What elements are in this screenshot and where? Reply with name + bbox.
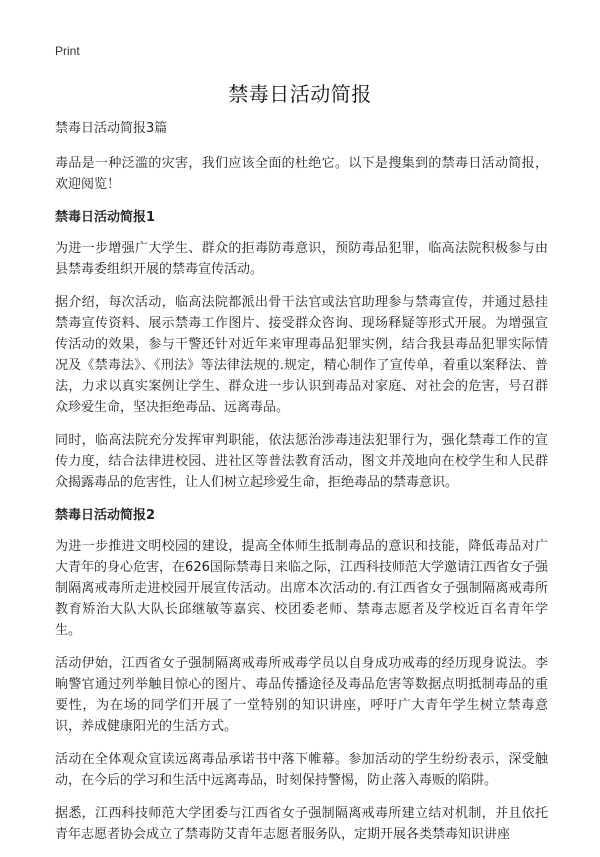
section-1 [55, 207, 548, 493]
intro-paragraph: 毒品是一种泛滥的灾害，我们应该全面的杜绝它。以下是搜集到的禁毒日活动简报，欢迎阅览！ [55, 156, 548, 192]
section-paragraph: 同时，临高法院充分发挥审判职能，依法惩治涉毒违法犯罪行为，强化禁毒工作的宣传力度，结合法律进校园、进社区等普法教育活动，图文并茂地向在校学生和人民群众揭露毒品的危害性，让人们树立起珍爱生命，拒绝毒品的禁毒意识。 [55, 433, 548, 490]
section-2 [55, 505, 548, 845]
document-body [55, 118, 548, 857]
section-heading: 禁毒日活动简报1 [55, 210, 156, 225]
print-link[interactable]: Print [55, 44, 80, 58]
section-paragraph: 据介绍，每次活动，临高法院都派出骨干法官或法官助理参与禁毒宣传，并通过悬挂禁毒宣传资料、展示禁毒工作图片、接受群众咨询、现场释疑等形式开展。为增强宣传活动的效果，参与干警还针对近年来审理毒品犯罪实例，结合我县毒品犯罪实际情况及《禁毒法》、《刑法》等法律法规的.规定，精心制作了宣传单，着重以案释法、普法，力求以真实案例让学生、群众进一步认识到毒品对家庭、对社会的危害，号召群众珍爱生命，坚决拒绝毒品、远离毒品。 [55, 295, 548, 415]
document-title: 禁毒日活动简报 [228, 82, 372, 106]
document-subtitle: 禁毒日活动简报3篇 [55, 121, 168, 136]
section-heading: 禁毒日活动简报2 [55, 508, 156, 523]
section-paragraph: 为进一步推进文明校园的建设，提高全体师生抵制毒品的意识和技能，降低毒品对广大青年的身心危害，在626国际禁毒日来临之际，江西科技师范大学邀请江西省女子强制隔离戒毒所走进校园开展宣传活动。出席本次活动的.有江西省女子强制隔离戒毒所教育矫治大队大队长邱继敏等嘉宾、校团委老师、禁毒志愿者及学校近百名青年学生。 [55, 539, 548, 638]
section-paragraph: 据悉，江西科技师范大学团委与江西省女子强制隔离戒毒所建立结对机制，并且依托青年志愿者协会成立了禁毒防艾青年志愿者服务队，定期开展各类禁毒知识讲座 [55, 806, 548, 842]
section-paragraph: 为进一步增强广大学生、群众的拒毒防毒意识，预防毒品犯罪，临高法院积极参与由县禁毒委组织开展的禁毒宣传活动。 [55, 241, 548, 277]
section-paragraph: 活动在全体观众宣读远离毒品承诺书中落下帷幕。参加活动的学生纷纷表示，深受触动，在今后的学习和生活中远离毒品，时刻保持警惕，防止落入毒贩的陷阱。 [55, 752, 548, 788]
section-paragraph: 活动伊始，江西省女子强制隔离戒毒所戒毒学员以自身成功戒毒的经历现身说法。李晌警官通过列举触目惊心的图片、毒品传播途径及毒品危害等数据点明抵制毒品的重要性，为在场的同学们开展了一堂特别的知识讲座，呼吁广大青年学生树立禁毒意识，养成健康阳光的生活方式。 [55, 656, 548, 734]
